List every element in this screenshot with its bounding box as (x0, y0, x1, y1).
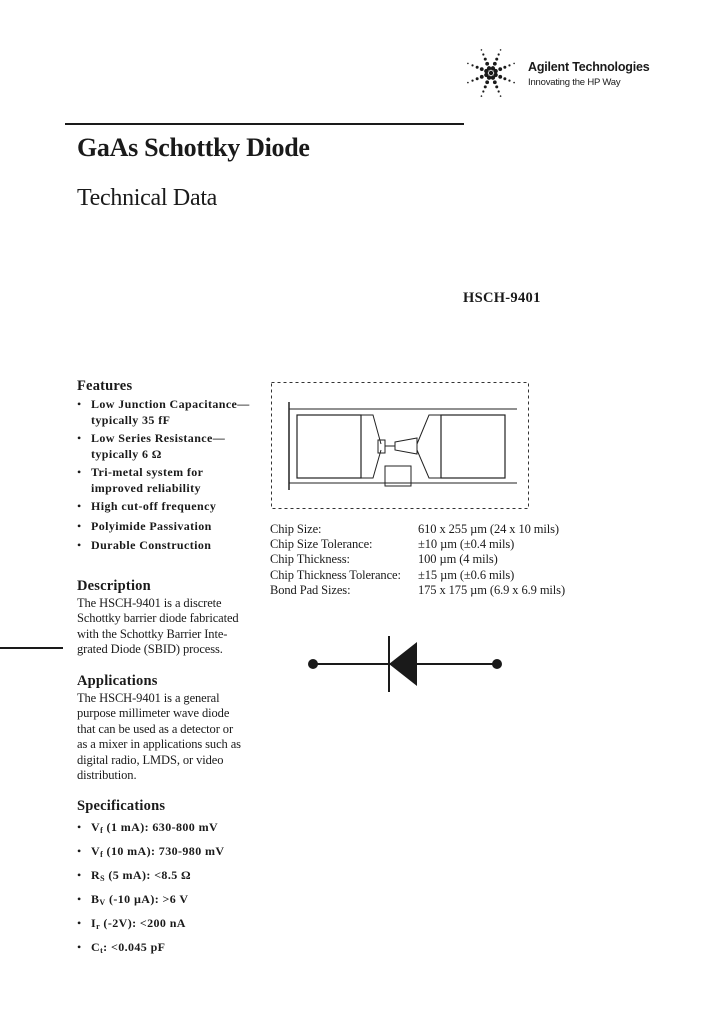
margin-mark (0, 647, 63, 649)
feature-item: • Tri-metal system for improved reliability (77, 465, 250, 496)
agilent-spark-logo-icon (462, 44, 520, 102)
company-tagline: Innovating the HP Way (528, 77, 621, 88)
specifications-list (77, 817, 224, 961)
page-title: GaAs Schottky Diode (77, 133, 310, 162)
features-list (77, 397, 250, 554)
applications-text: The HSCH-9401 is a general purpose millimeter wave diode that can be used as a detector or as a mixer in applications such as digital radio, LMDS, or video distribution. (77, 691, 241, 783)
spec-item: • $C_t$: <0.045 pF (77, 937, 224, 961)
specifications-heading: Specifications (77, 798, 166, 814)
applications-heading: Applications (77, 673, 158, 689)
spec-item: • $V_f$ (10 mA): 730-980 mV (77, 841, 224, 865)
company-name: Agilent Technologies (528, 60, 650, 74)
feature-item: • Durable Construction (77, 538, 250, 554)
diode-symbol-icon (300, 633, 510, 697)
spec-item: • $I_r$ (-2V): <200 nA (77, 913, 224, 937)
table-row: Chip Thickness Tolerance: ±15 µm (±0.6 mils) (270, 567, 515, 582)
feature-item: • High cut-off frequency (77, 499, 250, 515)
page-subtitle: Technical Data (77, 185, 218, 211)
table-row: Bond Pad Sizes: 175 x 175 µm (6.9 x 6.9 mils) (270, 582, 566, 597)
part-number: HSCH-9401 (463, 290, 541, 306)
spec-item: • $B_V$ (-10 µA): >6 V (77, 889, 224, 913)
table-row: Chip Size Tolerance: ±10 µm (±0.4 mils) (270, 537, 515, 552)
chip-spec-table (270, 522, 565, 598)
feature-item: • Low Junction Capacitance— typically 35 fF (77, 397, 250, 428)
table-row: Chip Size: 610 x 255 µm (24 x 10 mils) (270, 522, 559, 536)
feature-item: • Low Series Resistance— typically 6 Ω (77, 431, 250, 462)
features-heading: Features (77, 378, 133, 394)
chip-layout-diagram (271, 382, 529, 509)
feature-item: • Polyimide Passivation (77, 519, 250, 535)
header-rule (65, 123, 464, 125)
spec-item: • $R_S$ (5 mA): <8.5 Ω (77, 865, 224, 889)
description-heading: Description (77, 578, 151, 594)
spec-item: • $V_f$ (1 mA): 630-800 mV (77, 817, 224, 841)
table-row: Chip Thickness: 100 µm (4 mils) (270, 552, 498, 567)
description-text: The HSCH-9401 is a discrete Schottky barrier diode fabricated with the Schottky Barrier Inte- grated Diode (SBID) process. (77, 596, 239, 657)
